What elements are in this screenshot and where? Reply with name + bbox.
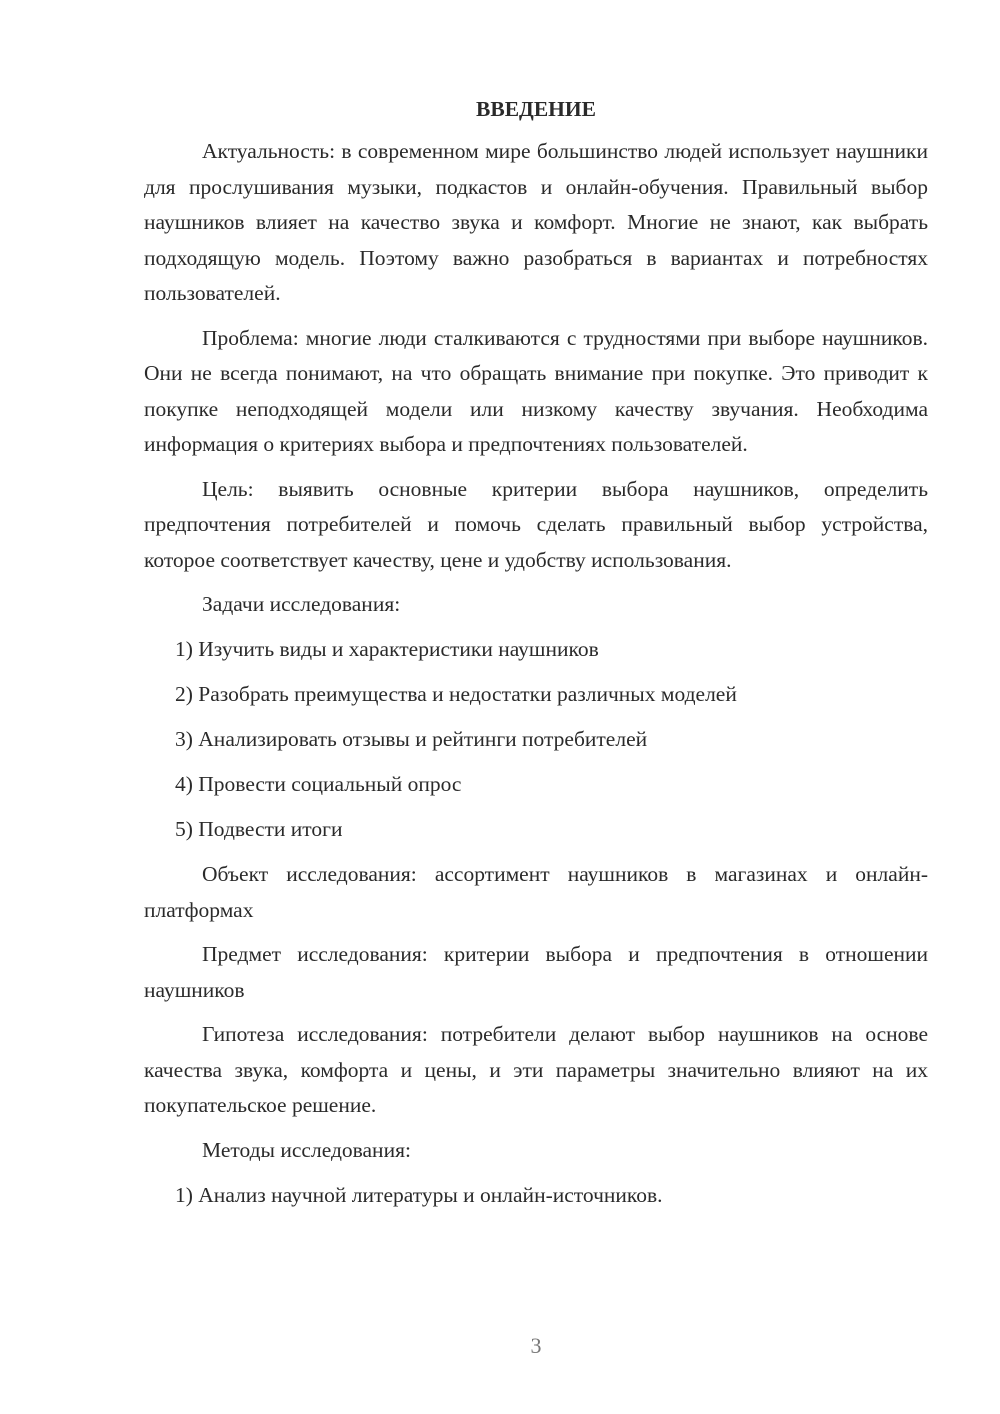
method-item: 1) Анализ научной литературы и онлайн-источников. [175,1182,663,1207]
tasks-heading: Задачи исследования: [202,592,401,616]
page-number: 3 [530,1333,542,1358]
page-title: ВВЕДЕНИЕ [476,97,596,121]
paragraph-relevance: Актуальность: в современном мире большинство людей использует наушники для прослушивания музыки, подкастов и онлайн-обучения. Правильный выбор наушников влияет на качество звука и комфорт. Многие не знают, как выбрать подходящую модель. Поэтому важно разобраться в вариантах и потребностях пользователей. [144,139,928,305]
task-item: 1) Изучить виды и характеристики наушников [175,637,599,661]
paragraph-object: Объект исследования: ассортимент наушников в магазинах и онлайн-платформах [144,862,928,922]
paragraph-hypothesis: Гипотеза исследования: потребители делают выбор наушников на основе качества звука, комфорта и цены, и эти параметры значительно влияют на их покупательское решение. [144,1022,928,1117]
task-item: 2) Разобрать преимущества и недостатки различных моделей [175,682,737,706]
task-item: 5) Подвести итоги [175,817,343,841]
task-item: 4) Провести социальный опрос [175,772,462,796]
paragraph-subject: Предмет исследования: критерии выбора и предпочтения в отношении наушников [144,942,928,1002]
task-item: 3) Анализировать отзывы и рейтинги потребителей [175,727,648,751]
page-content [144,92,928,1223]
paragraph-goal: Цель: выявить основные критерии выбора наушников, определить предпочтения потребителей и помочь сделать правильный выбор устройства, которое соответствует качеству, цене и удобству использования. [144,476,928,572]
paragraph-problem: Проблема: многие люди сталкиваются с трудностями при выборе наушников. Они не всегда понимают, на что обращать внимание при покупке. Это приводит к покупке неподходящей модели или низкому качеству звучания. Необходима информация о критериях выбора и предпочтениях пользователей. [144,325,928,456]
methods-heading: Методы исследования: [202,1137,411,1162]
